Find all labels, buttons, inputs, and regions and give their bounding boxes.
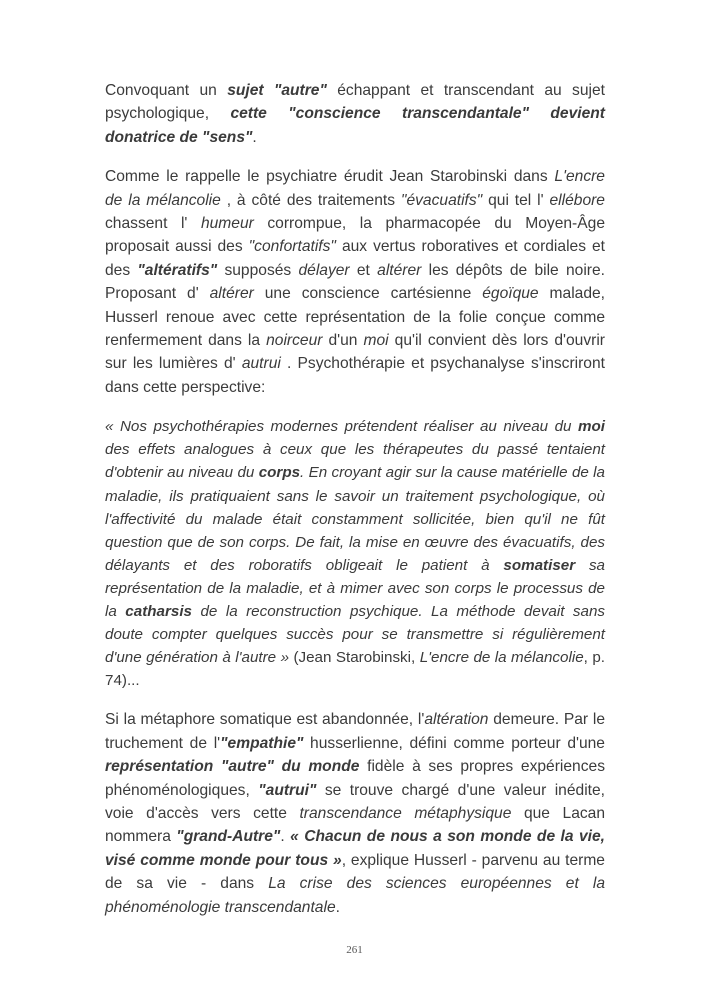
text-run: altérer: [209, 285, 254, 303]
text-run: sa représentation de la maladie, et à mimer avec son corps le processus de la: [105, 556, 605, 621]
text-run: L'encre de la mélancolie: [419, 649, 584, 667]
text-run: "confortatifs": [248, 238, 336, 256]
text-run: qui tel l': [482, 191, 550, 209]
text-run: Convoquant un: [105, 82, 228, 99]
text-run: qu'il convient dès lors d'ouvrir sur les lumières d': [105, 332, 605, 373]
text-run: ellébore: [549, 191, 605, 209]
text-run: échappant et transcendant au sujet psychologique,: [105, 82, 605, 123]
text-run: corps: [258, 464, 301, 482]
paragraph-1: [105, 79, 605, 149]
text-run: corrompue, la pharmacopée du Moyen-Âge proposait aussi des: [105, 215, 605, 256]
page-number: 261: [346, 944, 363, 956]
paragraph-2: [105, 165, 605, 399]
text-run: malade, Husserl renoue avec cette représentation de la folie conçue comme renfermement dans la: [105, 285, 606, 350]
text-run: des effets analogues à ceux que les thérapeutes du passé tentaient d'obtenir au niveau du: [105, 441, 605, 482]
text-run: délayer: [298, 261, 350, 279]
text-run: Si la métaphore somatique est abandonnée, l': [105, 711, 425, 729]
text-run: se trouve chargé d'une valeur inédite, voie d'accès vers cette: [105, 781, 606, 823]
text-run: .: [280, 828, 291, 846]
text-run: demeure. Par le truchement de l': [105, 711, 606, 752]
text-run: « Chacun de nous a son monde de la vie, visé comme monde pour tous »: [105, 828, 605, 869]
text-run: , explique Husserl - parvenu au terme de sa vie - dans: [105, 851, 605, 893]
text-run: que Lacan nommera: [105, 805, 606, 846]
text-run: somatiser: [503, 556, 576, 574]
text-run: altération: [424, 711, 489, 729]
text-run: sujet "autre": [227, 82, 327, 99]
text-run: fidèle à ses propres expériences phénoménologiques,: [105, 758, 605, 799]
text-run: , à côté des traitements: [220, 191, 401, 209]
text-run: une conscience cartésienne: [253, 285, 483, 303]
text-run: husserlienne, défini comme porteur d'une: [303, 734, 605, 752]
text-run: , p. 74)...: [105, 649, 605, 690]
text-run: humeur: [200, 215, 254, 233]
text-run: les dépôts de bile noire. Proposant d': [105, 261, 605, 303]
page-body: [105, 79, 605, 935]
text-run: . En croyant agir sur la cause matérielle de la maladie, ils pratiquaient sans le savoir un traitement psychologique, où l'affectivité du malade était constamment sollicitée, bien qu'il ne fût question que de son corps. De fait, la mise en œuvre des évacuatifs, des délayants et des roboratifs obligeait le patient à: [105, 464, 606, 574]
text-run: (Jean Starobinski,: [289, 649, 420, 667]
text-run: La crise des sciences européennes et la phénoménologie transcendantale: [105, 875, 605, 916]
text-run: d'un: [322, 332, 364, 350]
text-run: moi: [363, 332, 389, 350]
text-run: catharsis: [125, 603, 192, 621]
text-run: et: [349, 261, 378, 279]
text-run: supposés: [217, 261, 299, 279]
text-run: égoïque: [482, 285, 539, 303]
text-run: "altératifs": [137, 261, 218, 279]
text-run: .: [335, 898, 340, 916]
text-run: "grand-Autre": [176, 828, 281, 846]
text-run: cette "conscience transcendantale" devient donatrice de "sens": [105, 105, 605, 146]
text-run: altérer: [377, 261, 422, 279]
text-run: L'encre de la mélancolie: [105, 168, 605, 209]
text-run: "évacuatifs": [400, 191, 483, 209]
text-run: "empathie": [220, 734, 304, 752]
text-run: "autrui": [258, 781, 317, 799]
text-run: .: [252, 128, 257, 146]
text-run: Comme le rappelle le psychiatre érudit Jean Starobinski dans: [105, 168, 555, 186]
text-run: de la reconstruction psychique. La méthode devait sans doute compter quelques succès pour se transmettre si régulièrement d'une génération à l'autre »: [105, 603, 606, 667]
text-run: représentation "autre" du monde: [105, 758, 360, 776]
text-run: transcendance métaphysique: [299, 805, 512, 823]
paragraph-4: [105, 708, 605, 919]
text-run: aux vertus roboratives et cordiales et des: [105, 238, 605, 279]
text-run: moi: [577, 418, 605, 436]
text-run: . Psychothérapie et psychanalyse s'inscriront dans cette perspective:: [105, 355, 605, 396]
text-run: autrui: [241, 355, 281, 373]
text-run: chassent l': [105, 215, 201, 233]
quotation-starobinski: [105, 415, 605, 692]
text-run: noirceur: [266, 332, 323, 350]
text-run: « Nos psychothérapies modernes prétendent réaliser au niveau du: [105, 418, 578, 436]
